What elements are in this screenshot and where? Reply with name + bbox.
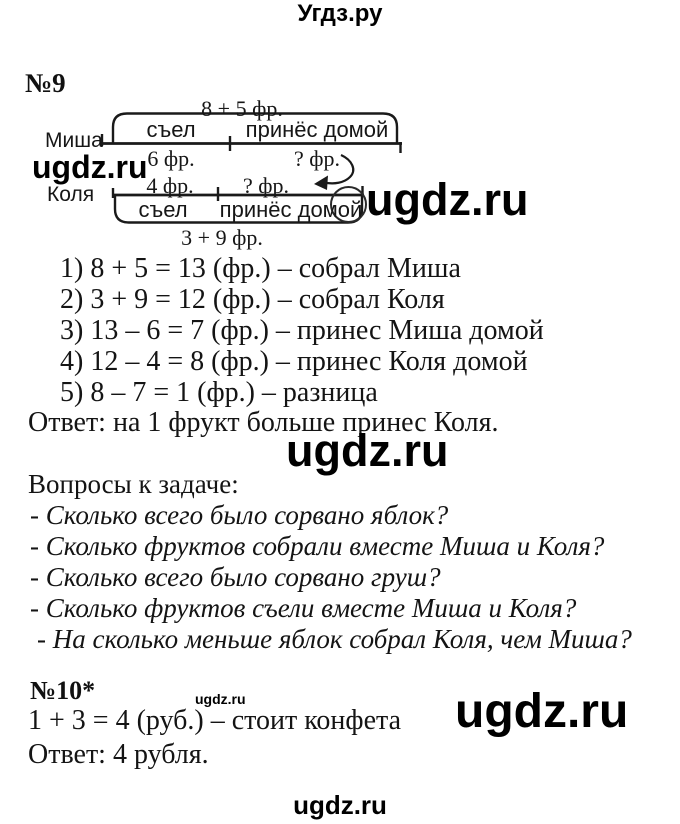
- question-item: - Сколько всего было сорвано яблок?: [30, 500, 449, 530]
- misha-brought-label: принёс домой: [245, 117, 389, 142]
- task10-solution: 1 + 3 = 4 (руб.) – стоит конфета: [28, 705, 401, 736]
- task10-small-watermark: ugdz.ru: [195, 691, 246, 707]
- kolya-total-label: 3 + 9 фр.: [181, 225, 263, 250]
- task10-answer: Ответ: 4 рубля.: [28, 739, 209, 770]
- questions-title: Вопросы к задаче:: [28, 469, 239, 499]
- task9-diagram: [0, 0, 680, 250]
- middle-watermark: ugdz.ru: [286, 425, 449, 476]
- kolya-ate-label: съел: [138, 197, 188, 222]
- kolya-ate-value: 4 фр.: [146, 173, 194, 198]
- kolya-name: Коля: [47, 183, 95, 206]
- solution-step: 1) 8 + 5 = 13 (фр.) – собрал Миша: [60, 253, 461, 284]
- diagram-left-watermark: ugdz.ru: [32, 149, 148, 185]
- solution-step: 4) 12 – 4 = 8 (фр.) – принес Коля домой: [60, 346, 528, 377]
- solution-step: 2) 3 + 9 = 12 (фр.) – собрал Коля: [60, 284, 445, 315]
- misha-total-label: 8 + 5 фр.: [201, 96, 283, 121]
- diagram-right-watermark: ugdz.ru: [366, 174, 529, 225]
- task10-number: №10*: [30, 676, 96, 705]
- kolya-brought-value: ? фр.: [242, 173, 290, 198]
- kolya-brought-label: принёс домой: [219, 197, 363, 222]
- questions-list: [30, 500, 632, 655]
- misha-name: Миша: [45, 129, 103, 152]
- misha-brought-value: ? фр.: [293, 146, 341, 171]
- task9-number: №9: [25, 68, 66, 98]
- task9-answer: Ответ: на 1 фрукт больше принес Коля.: [28, 407, 499, 438]
- bottom-watermark: ugdz.ru: [293, 790, 387, 820]
- question-item: - Сколько фруктов собрали вместе Миша и Коля?: [30, 531, 605, 561]
- misha-ate-label: съел: [146, 117, 196, 142]
- solution-step: 3) 13 – 6 = 7 (фр.) – принес Миша домой: [60, 315, 544, 346]
- task9-solution-steps: [60, 253, 544, 408]
- task10-right-watermark: ugdz.ru: [455, 685, 629, 738]
- transfer-arrowhead: [314, 176, 328, 191]
- misha-ate-value: 6 фр.: [147, 146, 195, 171]
- site-header-watermark: Угдз.ру: [297, 0, 383, 27]
- question-item: - На сколько меньше яблок собрал Коля, чем Миша?: [37, 624, 632, 654]
- solution-step: 5) 8 – 7 = 1 (фр.) – разница: [60, 377, 378, 408]
- question-item: - Сколько всего было сорвано груш?: [30, 562, 441, 592]
- question-item: - Сколько фруктов съели вместе Миша и Коля?: [30, 593, 577, 623]
